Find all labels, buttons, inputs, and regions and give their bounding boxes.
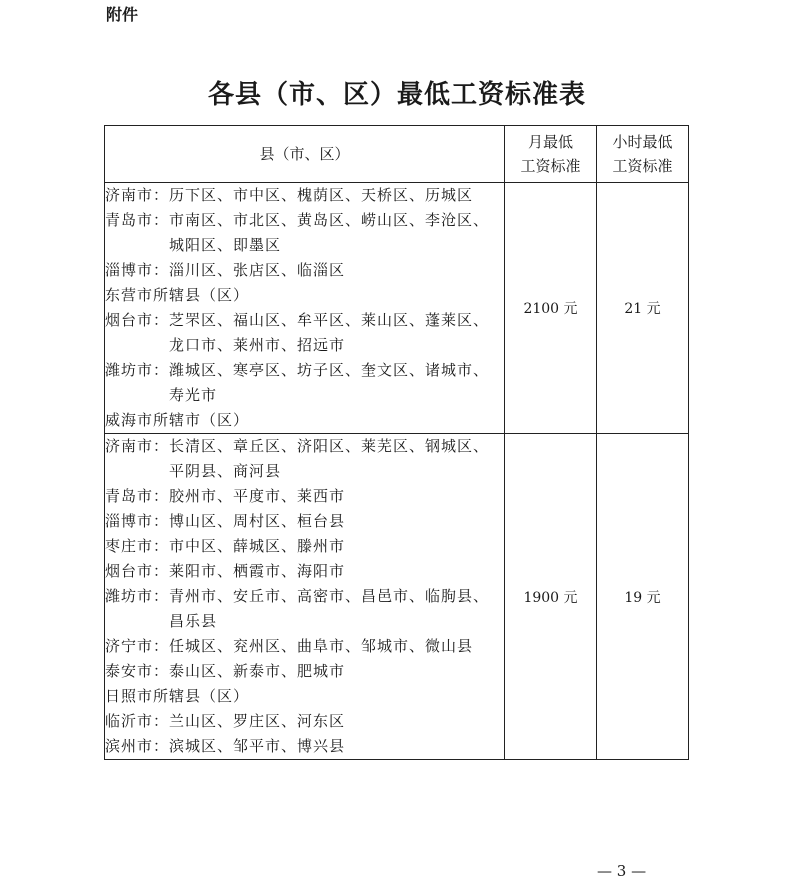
region-list-cell xyxy=(105,183,505,434)
region-entry xyxy=(105,183,504,208)
region-entry xyxy=(105,584,504,634)
city-name: 淄博市： xyxy=(105,261,170,279)
table-row xyxy=(105,434,689,760)
region-column-header xyxy=(105,126,505,183)
monthly-wage-value: 1900 元 xyxy=(505,434,597,760)
district-list: 青州市、安丘市、高密市、昌邑市、临朐县、昌乐县 xyxy=(169,587,490,630)
region-entry xyxy=(105,559,504,584)
monthly-header-line1: 月最低 xyxy=(527,133,573,151)
monthly-wage-column-header xyxy=(505,126,597,183)
region-entry xyxy=(105,408,504,433)
city-name: 烟台市： xyxy=(105,562,170,580)
district-list: 市南区、市北区、黄岛区、崂山区、李沧区、城阳区、即墨区 xyxy=(169,211,490,254)
document-title: 各县（市、区）最低工资标准表 xyxy=(207,80,586,110)
region-entry xyxy=(105,709,504,734)
region-entry xyxy=(105,684,504,709)
district-list: 莱阳市、栖霞市、海阳市 xyxy=(169,562,346,580)
city-name: 潍坊市： xyxy=(105,361,170,379)
city-name: 烟台市： xyxy=(105,311,170,329)
city-name: 潍坊市： xyxy=(105,587,170,605)
district-list: 长清区、章丘区、济阳区、莱芜区、钢城区、平阴县、商河县 xyxy=(169,437,490,480)
district-list: 滨城区、邹平市、博兴县 xyxy=(169,737,346,755)
region-whole-text: 威海市所辖市（区） xyxy=(105,411,250,429)
district-list: 淄川区、张店区、临淄区 xyxy=(169,261,346,279)
region-entry xyxy=(105,734,504,759)
city-name: 临沂市： xyxy=(105,712,170,730)
hourly-wage-column-header xyxy=(597,126,689,183)
city-name: 济宁市： xyxy=(105,637,170,655)
hourly-wage-value: 19 元 xyxy=(597,434,689,760)
table-header-row xyxy=(105,126,689,183)
region-entry xyxy=(105,283,504,308)
district-list: 兰山区、罗庄区、河东区 xyxy=(169,712,346,730)
table-row xyxy=(105,183,689,434)
district-list: 历下区、市中区、槐荫区、天桥区、历城区 xyxy=(169,186,474,204)
minimum-wage-table xyxy=(104,125,689,760)
region-entry xyxy=(105,308,504,358)
region-header-text: 县（市、区） xyxy=(259,145,350,163)
region-entry xyxy=(105,484,504,509)
region-whole-text: 东营市所辖县（区） xyxy=(105,286,250,304)
city-name: 枣庄市： xyxy=(105,537,170,555)
district-list: 胶州市、平度市、莱西市 xyxy=(169,487,346,505)
region-whole-text: 日照市所辖县（区） xyxy=(105,687,250,705)
city-name: 济南市： xyxy=(105,186,170,204)
city-name: 青岛市： xyxy=(105,487,170,505)
city-name: 泰安市： xyxy=(105,662,170,680)
district-list: 芝罘区、福山区、牟平区、莱山区、蓬莱区、龙口市、莱州市、招远市 xyxy=(169,311,490,354)
region-entry xyxy=(105,358,504,408)
hourly-wage-value: 21 元 xyxy=(597,183,689,434)
region-entry xyxy=(105,208,504,258)
region-entry xyxy=(105,659,504,684)
region-entry xyxy=(105,534,504,559)
city-name: 济南市： xyxy=(105,437,170,455)
city-name: 滨州市： xyxy=(105,737,170,755)
hourly-header-line1: 小时最低 xyxy=(612,133,673,151)
monthly-header-line2: 工资标准 xyxy=(520,157,581,175)
hourly-header-line2: 工资标准 xyxy=(612,157,673,175)
city-name: 淄博市： xyxy=(105,512,170,530)
district-list: 任城区、兖州区、曲阜市、邹城市、微山县 xyxy=(169,637,474,655)
district-list: 博山区、周村区、桓台县 xyxy=(169,512,346,530)
district-list: 潍城区、寒亭区、坊子区、奎文区、诸城市、寿光市 xyxy=(169,361,490,404)
region-entry xyxy=(105,634,504,659)
monthly-wage-value: 2100 元 xyxy=(505,183,597,434)
region-entry xyxy=(105,434,504,484)
region-entry xyxy=(105,509,504,534)
region-list-cell xyxy=(105,434,505,760)
district-list: 泰山区、新泰市、肥城市 xyxy=(169,662,346,680)
district-list: 市中区、薛城区、滕州市 xyxy=(169,537,346,555)
attachment-label: 附件 xyxy=(106,5,139,24)
region-entry xyxy=(105,258,504,283)
page-number: — 3 — xyxy=(597,862,647,880)
city-name: 青岛市： xyxy=(105,211,170,229)
